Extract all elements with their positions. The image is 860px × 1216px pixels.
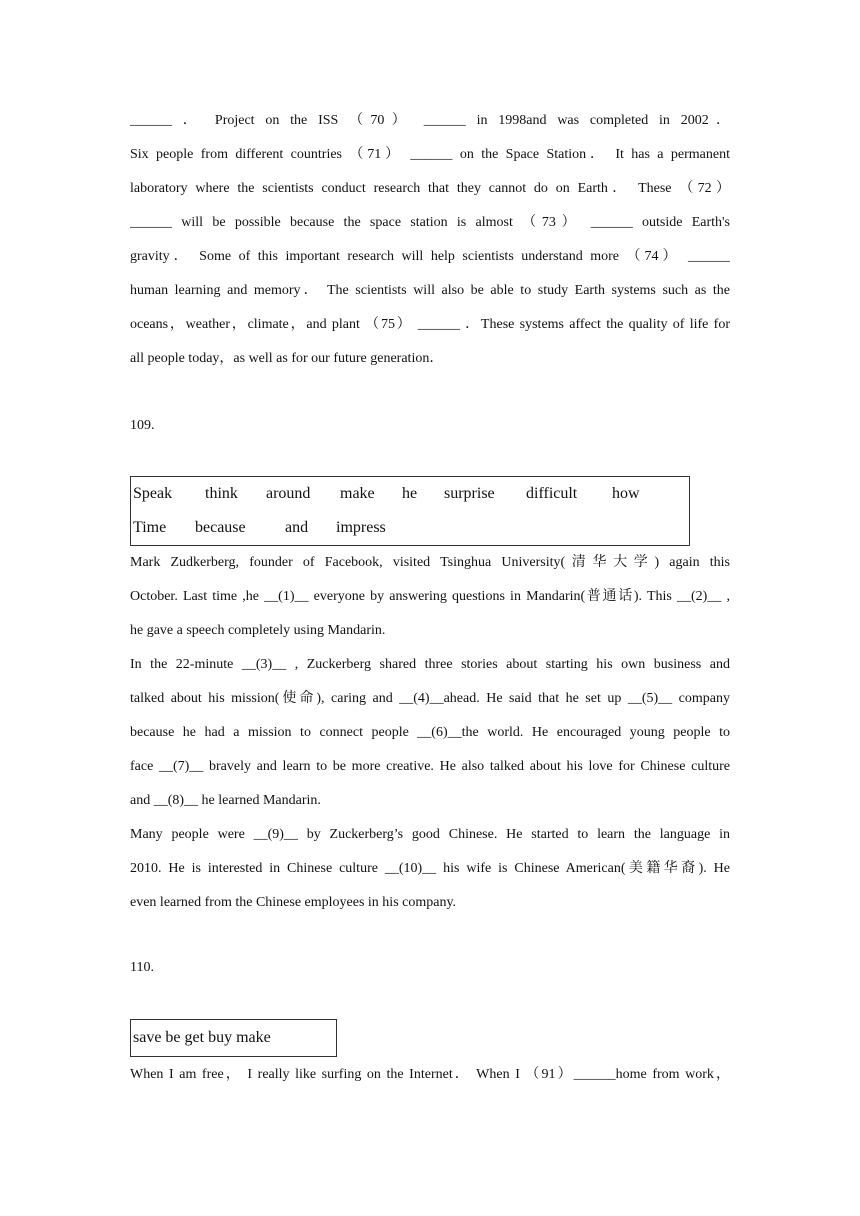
passage-a-line: all people today，as well as for our future generation． bbox=[130, 351, 444, 366]
passage-109-line: because he had a mission to connect people __(6)__the world. He encouraged young people to bbox=[130, 725, 730, 740]
word-bank-item: think bbox=[205, 485, 238, 502]
question-number: 109. bbox=[130, 418, 155, 433]
passage-110 bbox=[130, 1058, 730, 1092]
passage-109-line: Many people were __(9)__ by Zuckerberg’s good Chinese. He started to learn the language in bbox=[130, 827, 730, 842]
word-bank-item: Time bbox=[133, 519, 167, 536]
word-bank-item: around bbox=[266, 485, 311, 502]
word-bank-item: impress bbox=[336, 519, 386, 536]
word-bank-item: he bbox=[402, 485, 418, 502]
passage-109-line: face __(7)__ bravely and learn to be more creative. He also talked about his love for Chinese culture bbox=[130, 759, 730, 774]
word-bank-row bbox=[133, 477, 687, 511]
passage-109-line: 2010. He is interested in Chinese culture __(10)__ his wife is Chinese American(美籍华裔). He bbox=[130, 861, 730, 876]
word-bank-item: make bbox=[340, 485, 375, 502]
word-bank-row bbox=[133, 511, 687, 545]
passage-110-line: When I am free， I really like surfing on the Internet． When I （91）______home from work， bbox=[130, 1067, 730, 1082]
passage-109-line: October. Last time ,he __(1)__ everyone by answering questions in Mandarin(普通话). This __(2)__ , bbox=[130, 589, 730, 604]
passage-a-line: laboratory where the scientists conduct research that they cannot do on Earth． These （72） bbox=[130, 181, 730, 196]
word-bank-row: save be get buy make bbox=[133, 1029, 271, 1046]
passage-109-line: even learned from the Chinese employees in his company. bbox=[130, 895, 457, 910]
passage-109-line: In the 22-minute __(3)__ , Zuckerberg shared three stories about starting his own business and bbox=[130, 657, 730, 672]
passage-109-line: Mark Zudkerberg, founder of Facebook, visited Tsinghua University(清华大学) again this bbox=[130, 555, 730, 570]
passage-a-line: oceans，weather，climate，and plant （75） ______ ．These systems affect the quality of life for bbox=[130, 317, 730, 332]
passage-109-line: talked about his mission(使命), caring and __(4)__ahead. He said that he set up __(5)__ company bbox=[130, 691, 730, 706]
word-bank-box bbox=[130, 476, 690, 546]
question-number: 110. bbox=[130, 960, 154, 975]
word-bank-item: because bbox=[195, 519, 246, 536]
passage-109 bbox=[130, 546, 730, 920]
word-bank-item: and bbox=[285, 519, 309, 536]
passage-109-line: he gave a speech completely using Mandarin. bbox=[130, 623, 386, 638]
passage-a-line: ______ will be possible because the space station is almost （73） ______ outside Earth's bbox=[130, 215, 730, 230]
passage-109-line: and __(8)__ he learned Mandarin. bbox=[130, 793, 321, 808]
word-bank-item: difficult bbox=[526, 485, 578, 502]
passage-a-line: ______ ． Project on the ISS （70） ______ in 1998and was completed in 2002． bbox=[130, 113, 730, 128]
passage-a bbox=[130, 104, 730, 376]
word-bank-item: surprise bbox=[444, 485, 495, 502]
passage-a-line: Six people from different countries （71） ______ on the Space Station． It has a permanent bbox=[130, 147, 730, 162]
word-bank-item: how bbox=[612, 485, 640, 502]
passage-a-line: gravity． Some of this important research will help scientists understand more （74） ______ bbox=[130, 249, 730, 264]
passage-a-line: human learning and memory． The scientists will also be able to study Earth systems such as the bbox=[130, 283, 730, 298]
word-bank-box bbox=[130, 1019, 337, 1057]
word-bank-item: Speak bbox=[133, 485, 173, 502]
